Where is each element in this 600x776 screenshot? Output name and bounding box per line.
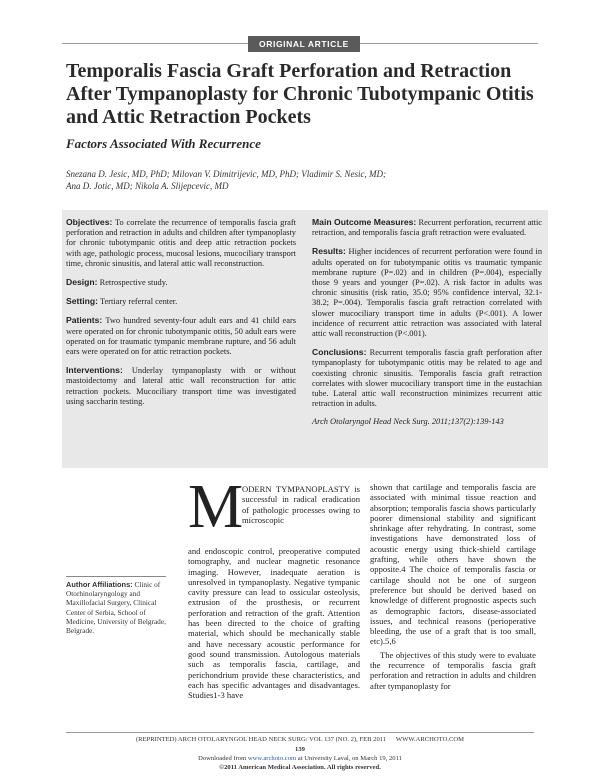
- patients-section: [66, 315, 296, 357]
- footer-rule: [66, 732, 534, 733]
- article-title: Temporalis Fascia Graft Perforation and Retraction After Tympanoplasty for Chronic Tubotympanic Otitis and Attic Retraction Pockets: [66, 60, 534, 128]
- conclusions-label: Conclusions:: [312, 347, 367, 358]
- body-column-1: and endoscopic control, preoperative computed tomography, and nuclear magnetic resonance imaging. However, inadequate aeration is unresolved in tympanoplasty. Negative tympanic cavity pressure can lead to ossicular osteolysis, extrusion of the prosthesis, or recurrent perforation and retraction of the graft. Attention has been directed to the choice of grafting material, which should be mechanically stable and have necessary acoustic performance for good sound transmission. Autologous materials such as temporalis fascia, cartilage, and perichondrium provide these characteristics, and each has specific advantages and disadvantages. Studies1-3 have: [188, 546, 360, 701]
- results-label: Results:: [312, 246, 346, 257]
- setting-section: [66, 296, 296, 307]
- affiliations-text: Clinic of Otorhinolaryngology and Maxillofacial Surgery, Clinical Center of Serbia, School of Medicine, University of Belgrade, Belgrade.: [66, 580, 166, 636]
- setting-label: Setting:: [66, 296, 98, 307]
- download-notice: [66, 755, 534, 762]
- patients-text: Two hundred seventy-four adult ears and 41 child ears were operated on for chronic tubotympanic otitis, 50 adult ears were operated on for traumatic tympanic membrane rupture, and 56 adult ears were operated on for attic retraction pockets.: [66, 316, 296, 357]
- objectives-text: To correlate the recurrence of temporalis fascia graft perforation and retraction in adults and children after tympanoplasty for chronic tubotympanic otitis and deep attic retraction pockets with age, pathologic process, mucosal lesions, mucociliary transport time, chronic sinusitis, and lateral attic wall reconstruction.: [66, 218, 296, 268]
- objectives-section: [66, 217, 296, 269]
- affiliation-rule: [66, 576, 166, 577]
- author-line-2: Ana D. Jotic, MD; Nikola A. Slijepcevic, MD: [66, 181, 229, 191]
- interventions-text: Underlay tympanoplasty with or without mastoidectomy and lateral attic wall reconstruction for attic retraction pockets. Mucociliary transport time was investigated using saccharin testing.: [66, 366, 296, 406]
- conclusions-text: Recurrent temporalis fascia graft perforation after tympanoplasty for tubotympanic otitis may be related to age and coexisting chronic sinusitis. Temporalis fascia graft retraction correlates with slower mucociliary transport time in the eustachian tube. Lateral attic wall reconstruction minimizes recurrent attic retraction in adults.: [312, 348, 542, 409]
- outcome-label: Main Outcome Measures:: [312, 217, 417, 227]
- interventions-label: Interventions:: [66, 365, 123, 376]
- copyright-notice: ©2011 American Medical Association. All rights reserved.: [219, 764, 381, 771]
- abstract-left-column: [66, 217, 296, 415]
- objectives-label: Objectives:: [66, 217, 113, 227]
- body-lead-paragraph: ODERN TYMPANOPLASTY is successful in radical eradication of pathologic processes owing to microscopic: [242, 484, 360, 525]
- design-label: Design:: [66, 277, 98, 288]
- outcome-section: [312, 217, 542, 238]
- design-section: [66, 277, 296, 288]
- download-prefix: Downloaded from: [198, 755, 248, 762]
- author-list: [66, 168, 526, 192]
- abstract-right-column: [312, 217, 542, 436]
- article-type-badge: ORIGINAL ARTICLE: [248, 36, 360, 52]
- outcome-text: Recurrent perforation, recurrent attic retraction, and temporalis fascia graft retraction were evaluated.: [312, 218, 542, 238]
- body-column-2: [370, 482, 536, 691]
- drop-cap: M: [188, 473, 244, 541]
- setting-text: Tertiary referral center.: [99, 297, 178, 307]
- results-text: Higher incidences of recurrent perforation were found in adults operated on for tubotympanic otitis vs traumatic tympanic membrane rupture (P=.02) and in children (P=.004), especially those 9 years and younger (P=.02). A risk factor in adults was chronic sinusitis (risk ratio, 35.0; 95% confidence interval, 32.1-38.2; P=.004). Temporalis fascia graft retraction correlated with slower mucociliary transport time in adults (P<.001). A lower incidence of recurrent attic retraction was associated with lateral attic wall reconstruction (P<.001).: [312, 247, 543, 339]
- body-col2-paragraph-1: shown that cartilage and temporalis fascia are associated with minimal tissue reaction and absorption; temporalis fascia shows particularly poorer dimensional stability and significant shrinkage after rehydrating. In contrast, some investigations have demonstrated loss of acoustic energy using thick-shield cartilage grafting, while others have shown the opposite.4 The choice of temporalis fascia or cartilage should not be one of surgeon preference but should be derived based on knowledge of different prognostic aspects such as demographic factors, disease-associated issues, and technical reasons (perioperative bleeding, the use of a graft that is too small, etc).5,6: [370, 482, 536, 647]
- journal-citation: Arch Otolaryngol Head Neck Surg. 2011;137(2):139-143: [312, 417, 504, 427]
- body-col2-paragraph-2: The objectives of this study were to evaluate the recurrence of temporalis fascia graft perforation and retraction in adults and children after tympanoplasty for: [370, 649, 536, 691]
- conclusions-section: [312, 347, 542, 409]
- archoto-link[interactable]: www.archoto.com: [247, 755, 297, 762]
- author-line-1: Snezana D. Jesic, MD, PhD; Milovan V. Dimitrijevic, MD, PhD; Vladimir S. Nesic, MD;: [66, 169, 387, 179]
- affiliations-label: Author Affiliations:: [66, 580, 133, 589]
- interventions-section: [66, 365, 296, 407]
- page-number: 139: [295, 746, 305, 753]
- patients-label: Patients:: [66, 315, 103, 326]
- article-subtitle: Factors Associated With Recurrence: [66, 136, 261, 151]
- results-section: [312, 246, 542, 339]
- author-affiliations: [66, 580, 170, 635]
- download-suffix: at University Laval, on March 19, 2011: [296, 755, 402, 762]
- footer-journal-line: (REPRINTED) ARCH OTOLARYNGOL HEAD NECK SURG/ VOL 137 (NO. 2), FEB 2011 WWW.ARCHOTO.COM: [135, 736, 465, 743]
- design-text: Retrospective study.: [99, 278, 168, 288]
